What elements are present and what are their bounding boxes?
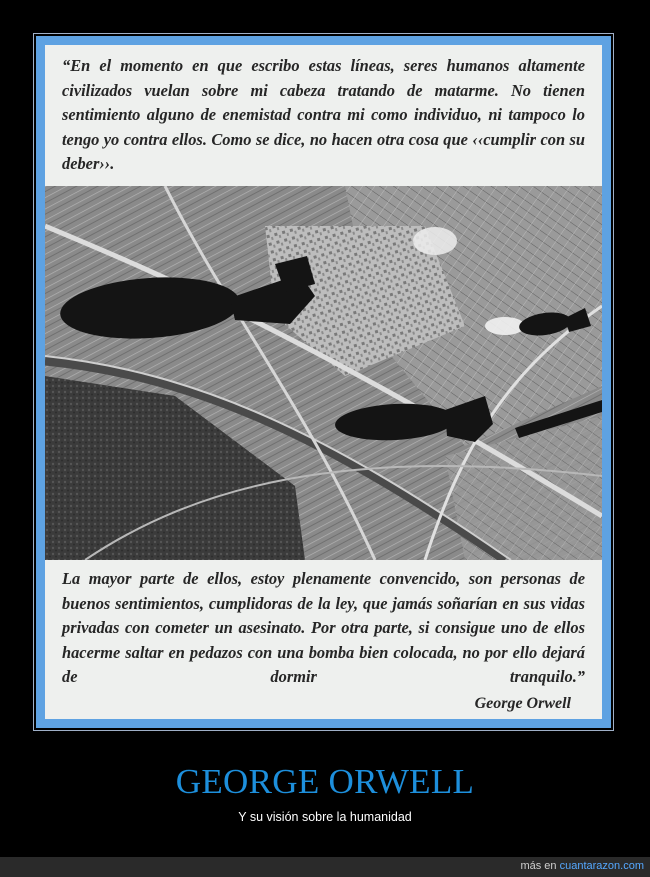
- quote-bottom: La mayor parte de ellos, estoy plenamente convencido, son personas de buenos sentimientos, cumplidoras de la ley, que jamás soñarían en sus vidas privadas con cometer un asesinato. Por otra parte, si consigue uno de ellos hacerme saltar en pedazos con una bomba bien colocada, no por ello dejará de dormir tranquilo.”: [62, 569, 585, 687]
- aerial-photo-drawing: [45, 186, 602, 560]
- caption-title: GEORGE ORWELL: [175, 762, 475, 801]
- site-link[interactable]: cuantarazon.com: [559, 860, 644, 872]
- footer-credit: [520, 860, 644, 872]
- caption-subtitle: Y su visión sobre la humanidad: [238, 810, 412, 824]
- footer-bar: [0, 857, 650, 877]
- footer-prefix: más en: [520, 860, 560, 872]
- poster-card: [36, 36, 611, 728]
- poster-paper: [45, 45, 602, 719]
- quote-author: George Orwell: [474, 695, 571, 712]
- quote-top: “En el momento en que escribo estas líneas, seres humanos altamente civilizados vuelan sobre mi cabeza tratando de matarme. No tienen sentimiento alguno de enemistad contra mi como individuo, ni tampoco lo tengo yo contra ellos. Como se dice, no hacen otra cosa que ‹‹cumplir con su deber››.: [62, 56, 585, 174]
- aerial-bombing-photo: [45, 186, 602, 560]
